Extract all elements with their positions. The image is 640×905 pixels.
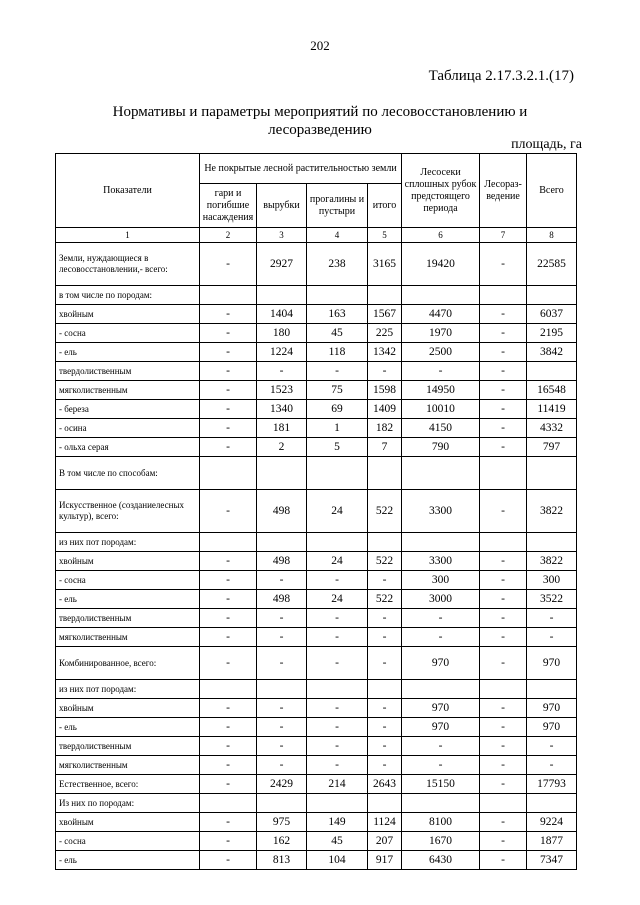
table-cell: - bbox=[200, 381, 257, 400]
header-col2: гари и погибшие насаждения bbox=[200, 184, 257, 228]
row-label: - ель bbox=[56, 851, 200, 870]
table-cell: - bbox=[368, 609, 402, 628]
table-row bbox=[56, 343, 577, 362]
table-cell: 238 bbox=[307, 243, 368, 286]
table-cell: - bbox=[200, 647, 257, 680]
table-cell bbox=[307, 286, 368, 305]
row-label: - сосна bbox=[56, 571, 200, 590]
table-row bbox=[56, 286, 577, 305]
table-cell: 3000 bbox=[402, 590, 480, 609]
table-cell bbox=[480, 794, 527, 813]
table-cell: 1 bbox=[307, 419, 368, 438]
table-cell: 104 bbox=[307, 851, 368, 870]
table-cell bbox=[307, 794, 368, 813]
row-label: - береза bbox=[56, 400, 200, 419]
table-cell: 970 bbox=[402, 718, 480, 737]
table-cell: - bbox=[368, 647, 402, 680]
table-cell: 69 bbox=[307, 400, 368, 419]
table-cell: - bbox=[200, 438, 257, 457]
table-cell: - bbox=[257, 628, 307, 647]
table-row bbox=[56, 533, 577, 552]
table-cell bbox=[200, 457, 257, 490]
table-cell: 797 bbox=[527, 438, 577, 457]
table-cell: - bbox=[480, 324, 527, 343]
table-cell: - bbox=[307, 571, 368, 590]
table-cell: - bbox=[480, 490, 527, 533]
table-cell: - bbox=[368, 362, 402, 381]
table-cell bbox=[402, 533, 480, 552]
table-cell bbox=[402, 286, 480, 305]
table-cell: - bbox=[200, 305, 257, 324]
table-cell: - bbox=[480, 400, 527, 419]
table-cell: - bbox=[402, 362, 480, 381]
table-cell bbox=[527, 362, 577, 381]
table-cell: 8100 bbox=[402, 813, 480, 832]
table-cell: 6430 bbox=[402, 851, 480, 870]
table-row bbox=[56, 609, 577, 628]
column-number: 3 bbox=[257, 228, 307, 243]
table-cell: - bbox=[368, 756, 402, 775]
table-cell: - bbox=[480, 699, 527, 718]
table-cell: - bbox=[480, 832, 527, 851]
table-cell: - bbox=[527, 737, 577, 756]
table-cell: - bbox=[200, 324, 257, 343]
table-cell: - bbox=[480, 590, 527, 609]
table-cell bbox=[200, 286, 257, 305]
row-label: Искусственное (созданиелесных культур), всего: bbox=[56, 490, 200, 533]
table-row bbox=[56, 243, 577, 286]
row-label: в том числе по породам: bbox=[56, 286, 200, 305]
table-cell: 1877 bbox=[527, 832, 577, 851]
table-cell: - bbox=[200, 718, 257, 737]
table-cell bbox=[480, 680, 527, 699]
table-cell: - bbox=[307, 756, 368, 775]
table-cell bbox=[368, 680, 402, 699]
table-cell: 182 bbox=[368, 419, 402, 438]
table-cell: 3522 bbox=[527, 590, 577, 609]
table-cell: 2927 bbox=[257, 243, 307, 286]
row-label: Земли, нуждающиеся в лесовосстановлении,- всего: bbox=[56, 243, 200, 286]
table-cell: 10010 bbox=[402, 400, 480, 419]
table-cell: 1124 bbox=[368, 813, 402, 832]
table-cell: - bbox=[200, 243, 257, 286]
norms-table bbox=[55, 153, 577, 870]
table-cell: - bbox=[480, 813, 527, 832]
unit-label: площадь, га bbox=[511, 137, 582, 152]
table-cell: 970 bbox=[527, 647, 577, 680]
table-cell: 917 bbox=[368, 851, 402, 870]
row-label: хвойным bbox=[56, 813, 200, 832]
table-cell: 6037 bbox=[527, 305, 577, 324]
table-cell bbox=[307, 533, 368, 552]
table-cell: 498 bbox=[257, 590, 307, 609]
table-cell: 970 bbox=[527, 718, 577, 737]
table-cell bbox=[527, 533, 577, 552]
row-label: - сосна bbox=[56, 832, 200, 851]
table-cell: 162 bbox=[257, 832, 307, 851]
table-cell: 180 bbox=[257, 324, 307, 343]
table-cell: 1404 bbox=[257, 305, 307, 324]
row-label: из них пот породам: bbox=[56, 533, 200, 552]
table-row bbox=[56, 419, 577, 438]
table-cell bbox=[402, 457, 480, 490]
page-number: 202 bbox=[310, 38, 330, 53]
table-cell: - bbox=[200, 552, 257, 571]
row-label: твердолиственным bbox=[56, 609, 200, 628]
table-cell: 9224 bbox=[527, 813, 577, 832]
table-row bbox=[56, 628, 577, 647]
table-cell: - bbox=[480, 381, 527, 400]
table-row bbox=[56, 756, 577, 775]
table-id: Таблица 2.17.3.2.1.(17) bbox=[428, 68, 574, 84]
table-cell: - bbox=[307, 699, 368, 718]
table-cell: 1598 bbox=[368, 381, 402, 400]
table-cell: - bbox=[480, 647, 527, 680]
table-cell: 24 bbox=[307, 552, 368, 571]
table-cell: 1670 bbox=[402, 832, 480, 851]
table-cell bbox=[527, 680, 577, 699]
table-cell bbox=[368, 286, 402, 305]
table-cell: - bbox=[257, 756, 307, 775]
table-cell: - bbox=[480, 552, 527, 571]
table-cell: - bbox=[480, 343, 527, 362]
table-cell: 4150 bbox=[402, 419, 480, 438]
table-cell: - bbox=[200, 590, 257, 609]
row-label: В том числе по способам: bbox=[56, 457, 200, 490]
row-label: - ель bbox=[56, 343, 200, 362]
table-cell: 4332 bbox=[527, 419, 577, 438]
table-cell: - bbox=[480, 737, 527, 756]
table-cell: 2429 bbox=[257, 775, 307, 794]
row-label: - ель bbox=[56, 590, 200, 609]
table-cell: 3842 bbox=[527, 343, 577, 362]
table-cell: 75 bbox=[307, 381, 368, 400]
table-cell bbox=[200, 533, 257, 552]
row-label: хвойным bbox=[56, 552, 200, 571]
table-cell bbox=[257, 680, 307, 699]
table-cell: - bbox=[480, 571, 527, 590]
table-row bbox=[56, 590, 577, 609]
table-cell bbox=[200, 794, 257, 813]
table-cell: - bbox=[200, 699, 257, 718]
table-row bbox=[56, 381, 577, 400]
table-cell: 970 bbox=[402, 647, 480, 680]
row-label: хвойным bbox=[56, 699, 200, 718]
table-cell: 45 bbox=[307, 324, 368, 343]
table-row bbox=[56, 737, 577, 756]
table-cell: - bbox=[200, 419, 257, 438]
table-row bbox=[56, 851, 577, 870]
table-cell: - bbox=[200, 832, 257, 851]
table-cell: - bbox=[200, 362, 257, 381]
table-cell: 3165 bbox=[368, 243, 402, 286]
table-cell: 5 bbox=[307, 438, 368, 457]
document-title: Нормативы и параметры мероприятий по лесовосстановлению и лесоразведению bbox=[112, 104, 528, 138]
row-label: Естественное, всего: bbox=[56, 775, 200, 794]
table-cell bbox=[307, 680, 368, 699]
table-cell: 149 bbox=[307, 813, 368, 832]
table-cell: - bbox=[402, 628, 480, 647]
table-cell: - bbox=[480, 609, 527, 628]
table-cell bbox=[257, 794, 307, 813]
table-cell: - bbox=[200, 756, 257, 775]
table-cell: 225 bbox=[368, 324, 402, 343]
table-cell: 19420 bbox=[402, 243, 480, 286]
table-cell: - bbox=[307, 362, 368, 381]
row-label: твердолиственным bbox=[56, 362, 200, 381]
column-number: 5 bbox=[368, 228, 402, 243]
table-cell: 17793 bbox=[527, 775, 577, 794]
table-cell bbox=[480, 457, 527, 490]
table-cell: 2643 bbox=[368, 775, 402, 794]
table-cell: - bbox=[527, 609, 577, 628]
row-label: Из них по породам: bbox=[56, 794, 200, 813]
table-cell: - bbox=[480, 419, 527, 438]
table-row bbox=[56, 813, 577, 832]
table-row bbox=[56, 305, 577, 324]
table-cell bbox=[368, 794, 402, 813]
table-cell: - bbox=[200, 813, 257, 832]
table-cell: - bbox=[307, 609, 368, 628]
table-cell: 7347 bbox=[527, 851, 577, 870]
table-cell: 813 bbox=[257, 851, 307, 870]
table-cell: - bbox=[257, 737, 307, 756]
table-cell: 3300 bbox=[402, 490, 480, 533]
table-cell: 522 bbox=[368, 490, 402, 533]
table-row bbox=[56, 400, 577, 419]
table-cell: 522 bbox=[368, 590, 402, 609]
header-col6: Лесосеки сплошных рубок предстоящего периода bbox=[402, 154, 480, 228]
column-number: 7 bbox=[480, 228, 527, 243]
table-cell: 1409 bbox=[368, 400, 402, 419]
table-cell: - bbox=[480, 243, 527, 286]
table-cell: - bbox=[257, 647, 307, 680]
table-cell: 1342 bbox=[368, 343, 402, 362]
table-cell: - bbox=[200, 343, 257, 362]
row-label: - ель bbox=[56, 718, 200, 737]
table-cell: 498 bbox=[257, 552, 307, 571]
table-cell: - bbox=[200, 775, 257, 794]
table-cell bbox=[527, 286, 577, 305]
table-cell: 4470 bbox=[402, 305, 480, 324]
table-cell: - bbox=[307, 737, 368, 756]
column-number: 8 bbox=[527, 228, 577, 243]
table-cell: 163 bbox=[307, 305, 368, 324]
header-group-unforested: Не покрытые лесной растительностью земли bbox=[200, 154, 402, 184]
row-label: хвойным bbox=[56, 305, 200, 324]
table-cell: 1224 bbox=[257, 343, 307, 362]
table-cell: - bbox=[527, 628, 577, 647]
table-cell: - bbox=[200, 628, 257, 647]
table-row bbox=[56, 647, 577, 680]
table-cell: - bbox=[368, 737, 402, 756]
header-col3: вырубки bbox=[257, 184, 307, 228]
table-cell bbox=[402, 680, 480, 699]
table-cell: 498 bbox=[257, 490, 307, 533]
table-cell: - bbox=[480, 628, 527, 647]
table-row bbox=[56, 699, 577, 718]
table-row bbox=[56, 552, 577, 571]
table-cell: - bbox=[257, 699, 307, 718]
table-cell: - bbox=[257, 718, 307, 737]
row-label: твердолиственным bbox=[56, 737, 200, 756]
table-row bbox=[56, 775, 577, 794]
row-label: - осина bbox=[56, 419, 200, 438]
column-number: 6 bbox=[402, 228, 480, 243]
table-cell: - bbox=[480, 305, 527, 324]
table-cell: 522 bbox=[368, 552, 402, 571]
column-number: 4 bbox=[307, 228, 368, 243]
table-cell: 214 bbox=[307, 775, 368, 794]
table-row bbox=[56, 794, 577, 813]
table-cell: - bbox=[368, 571, 402, 590]
table-cell: 7 bbox=[368, 438, 402, 457]
table-cell bbox=[307, 457, 368, 490]
table-cell: - bbox=[402, 609, 480, 628]
table-row bbox=[56, 680, 577, 699]
header-col7: Лесораз-ведение bbox=[480, 154, 527, 228]
table-cell: - bbox=[200, 400, 257, 419]
table-cell: - bbox=[368, 718, 402, 737]
table-cell: - bbox=[307, 718, 368, 737]
table-cell: - bbox=[368, 699, 402, 718]
table-cell: 2195 bbox=[527, 324, 577, 343]
table-cell: - bbox=[200, 571, 257, 590]
table-cell: 22585 bbox=[527, 243, 577, 286]
table-row bbox=[56, 324, 577, 343]
table-cell: 790 bbox=[402, 438, 480, 457]
table-cell: - bbox=[480, 718, 527, 737]
column-number: 2 bbox=[200, 228, 257, 243]
header-col8: Всего bbox=[527, 154, 577, 228]
table-cell bbox=[257, 286, 307, 305]
table-cell: - bbox=[480, 362, 527, 381]
table-cell: 14950 bbox=[402, 381, 480, 400]
table-row bbox=[56, 832, 577, 851]
table-cell: - bbox=[200, 737, 257, 756]
row-label: мягколиственным bbox=[56, 756, 200, 775]
table-cell: - bbox=[200, 851, 257, 870]
table-cell bbox=[368, 533, 402, 552]
table-cell bbox=[200, 680, 257, 699]
table-cell: - bbox=[527, 756, 577, 775]
header-col4: прогалины и пустыри bbox=[307, 184, 368, 228]
table-cell: 15150 bbox=[402, 775, 480, 794]
table-cell: 24 bbox=[307, 490, 368, 533]
table-row bbox=[56, 490, 577, 533]
table-cell bbox=[257, 457, 307, 490]
table-cell: 1340 bbox=[257, 400, 307, 419]
table-row bbox=[56, 571, 577, 590]
table-cell: 2500 bbox=[402, 343, 480, 362]
table-cell: 207 bbox=[368, 832, 402, 851]
table-cell: - bbox=[480, 756, 527, 775]
row-label: Комбинированное, всего: bbox=[56, 647, 200, 680]
table-cell bbox=[480, 286, 527, 305]
table-cell bbox=[257, 533, 307, 552]
table-cell: 24 bbox=[307, 590, 368, 609]
table-cell: - bbox=[368, 628, 402, 647]
column-number: 1 bbox=[56, 228, 200, 243]
table-cell: - bbox=[257, 362, 307, 381]
table-cell: - bbox=[257, 571, 307, 590]
table-row bbox=[56, 718, 577, 737]
column-number-row bbox=[56, 228, 577, 243]
table-cell: 970 bbox=[527, 699, 577, 718]
table-cell: 970 bbox=[402, 699, 480, 718]
table-cell: - bbox=[307, 647, 368, 680]
table-cell: - bbox=[200, 609, 257, 628]
table-cell: 1970 bbox=[402, 324, 480, 343]
table-cell: - bbox=[480, 775, 527, 794]
table-cell: 3300 bbox=[402, 552, 480, 571]
table-cell: 118 bbox=[307, 343, 368, 362]
table-cell bbox=[368, 457, 402, 490]
table-cell: 16548 bbox=[527, 381, 577, 400]
table-cell: 2 bbox=[257, 438, 307, 457]
table-cell bbox=[527, 457, 577, 490]
row-label: мягколиственным bbox=[56, 628, 200, 647]
table-cell: - bbox=[402, 737, 480, 756]
row-label: - ольха серая bbox=[56, 438, 200, 457]
header-col5: итого bbox=[368, 184, 402, 228]
table-cell: - bbox=[480, 438, 527, 457]
table-cell: 1523 bbox=[257, 381, 307, 400]
table-cell: 45 bbox=[307, 832, 368, 851]
table-cell: - bbox=[257, 609, 307, 628]
table-row bbox=[56, 457, 577, 490]
table-cell bbox=[402, 794, 480, 813]
table-cell: 975 bbox=[257, 813, 307, 832]
table-cell: 3822 bbox=[527, 552, 577, 571]
table-cell bbox=[480, 533, 527, 552]
table-cell: - bbox=[480, 851, 527, 870]
row-label: из них пот породам: bbox=[56, 680, 200, 699]
table-row bbox=[56, 438, 577, 457]
table-cell: 3822 bbox=[527, 490, 577, 533]
row-label: - сосна bbox=[56, 324, 200, 343]
table-cell bbox=[527, 794, 577, 813]
table-cell: 11419 bbox=[527, 400, 577, 419]
table-cell: - bbox=[307, 628, 368, 647]
table-cell: 300 bbox=[527, 571, 577, 590]
table-cell: - bbox=[200, 490, 257, 533]
header-indicator: Показатели bbox=[56, 154, 200, 228]
table-cell: 300 bbox=[402, 571, 480, 590]
table-cell: 181 bbox=[257, 419, 307, 438]
table-cell: - bbox=[402, 756, 480, 775]
row-label: мягколиственным bbox=[56, 381, 200, 400]
table-cell: 1567 bbox=[368, 305, 402, 324]
table-row bbox=[56, 362, 577, 381]
